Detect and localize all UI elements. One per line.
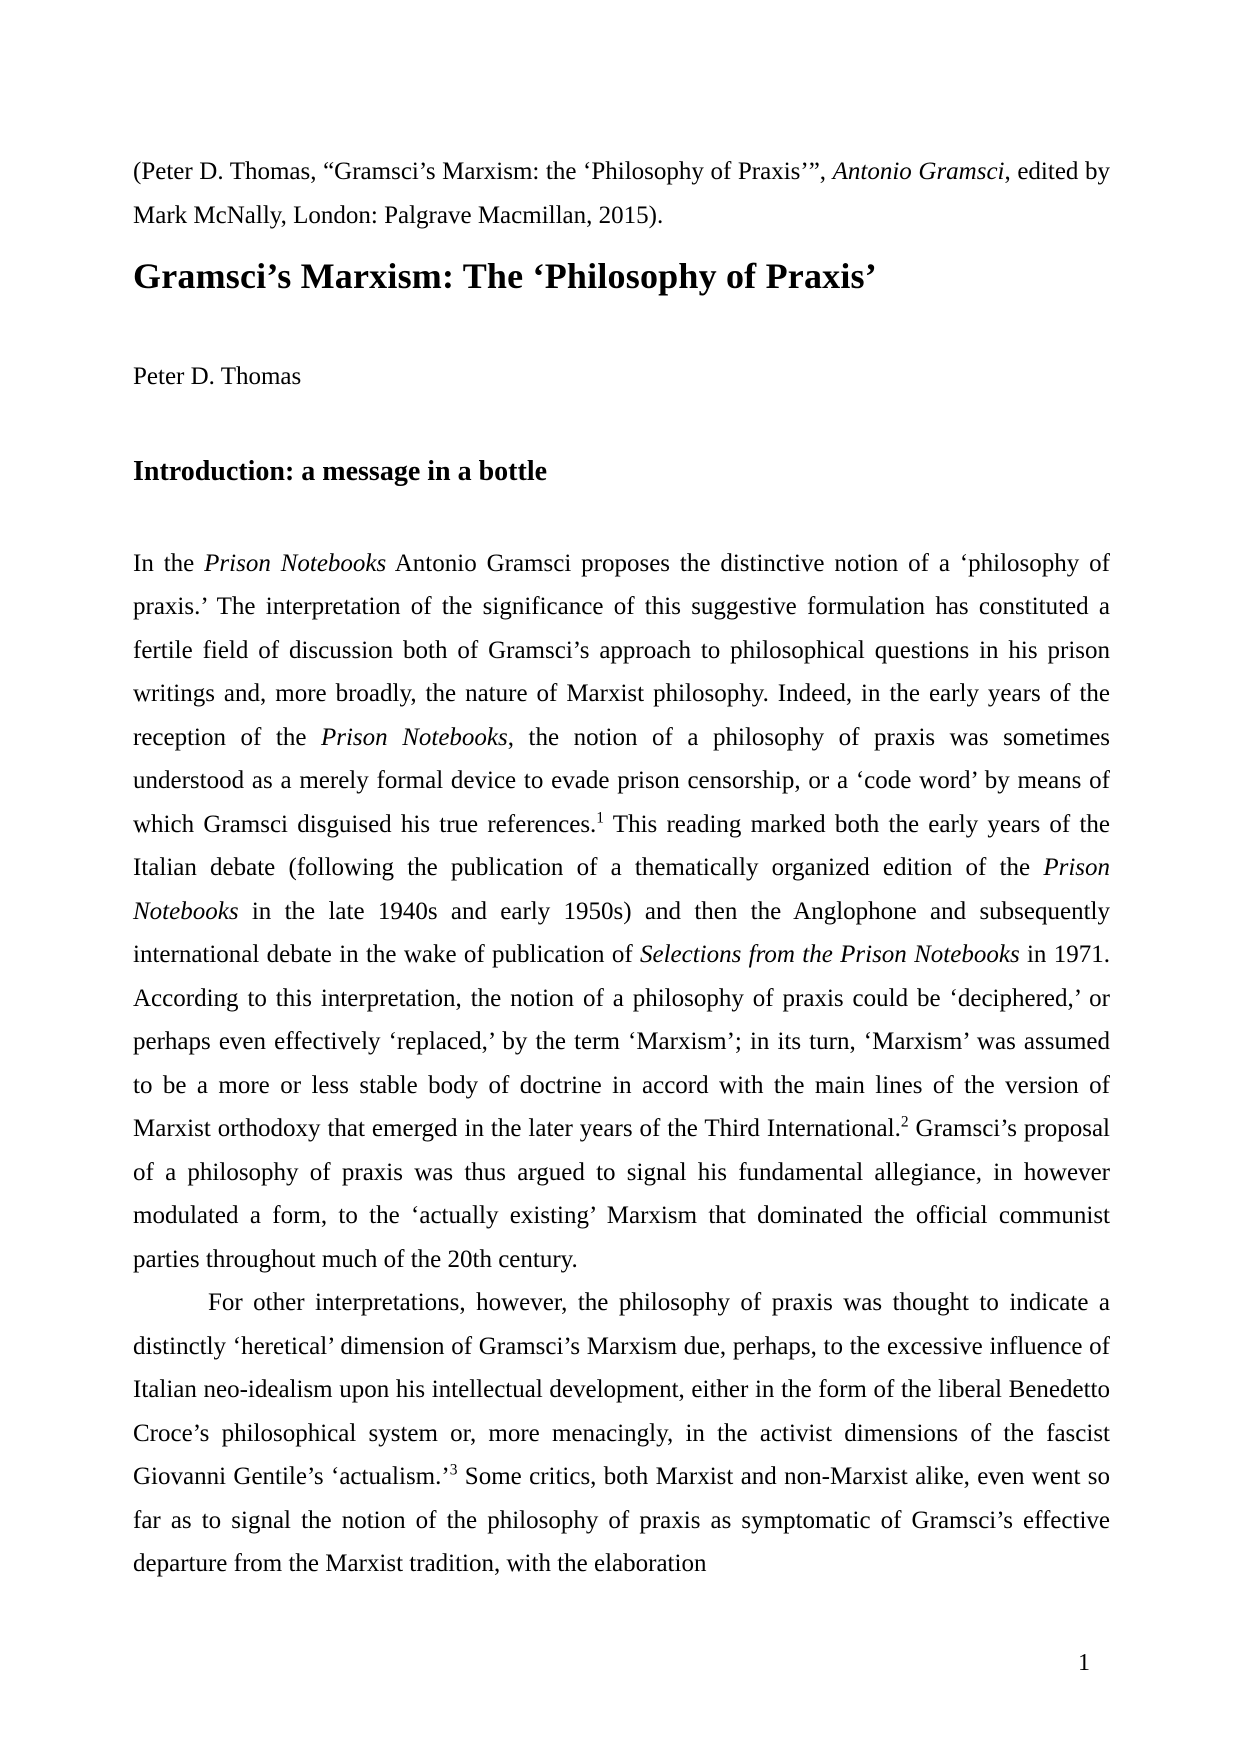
citation-line <box>133 150 1110 237</box>
footnote-ref: 2 <box>900 1113 909 1131</box>
text-segment: Antonio Gramsci <box>832 158 1005 185</box>
paragraph-1 <box>133 542 1110 1282</box>
text-segment: (Peter D. Thomas, “Gramsci’s Marxism: the ‘Philosophy of Praxis’”, <box>133 158 833 185</box>
footnote-ref: 3 <box>449 1461 458 1479</box>
page-number: 1 <box>1078 1650 1090 1676</box>
footnote-ref: 1 <box>596 809 605 827</box>
text-segment: Prison Notebooks <box>320 723 508 751</box>
paragraph-2 <box>133 1281 1110 1586</box>
text-segment: Gramsci’s proposal of a philosophy of praxis was thus argued to signal his fundamental allegiance, in however modulated a form, to the ‘actually existing’ Marxism that dominated the official communist parties throughout much of the 20th century. <box>133 1115 1110 1273</box>
text-segment: In the <box>133 549 205 577</box>
text-segment: Selections from the Prison Notebooks <box>639 941 1020 968</box>
text-segment: This reading marked both the early years of the Italian debate (following the publication of a thematically organized edition of the <box>133 810 1110 881</box>
text-segment: Prison Notebooks <box>133 854 1110 925</box>
text-segment: Prison Notebooks <box>204 549 387 577</box>
author-name: Peter D. Thomas <box>133 363 302 390</box>
text-segment: Antonio Gramsci proposes the distinctive notion of a ‘philosophy of praxis.’ The interpretation of the significance of this suggestive formulation has constituted a fertile field of discussion both of Gramsci’s approach to philosophical questions in his prison writings and, more broadly, the nature of Marxist philosophy. Indeed, in the early years of the reception of the <box>133 549 1110 751</box>
text-segment: , the notion of a philosophy of praxis was sometimes understood as a merely formal device to evade prison censorship, or a ‘code word’ by means of which Gramsci disguised his true references. <box>133 723 1111 838</box>
text-segment: For other interpretations, however, the philosophy of praxis was thought to indicate a distinctly ‘heretical’ dimension of Gramsci’s Marxism due, perhaps, to the excessive influence of Italian neo-idealism upon his intellectual development, either in the form of the liberal Benedetto Croce’s philosophical system or, more menacingly, in the activist dimensions of the fascist Giovanni Gentile’s ‘actualism.’ <box>133 1289 1110 1490</box>
chapter-title: Gramsci’s Marxism: The ‘Philosophy of Praxis’ <box>133 256 877 296</box>
text-segment: in 1971. According to this interpretation, the notion of a philosophy of praxis could be ‘deciphered,’ or perhaps even effectively ‘replaced,’ by the term ‘Marxism’; in its turn, ‘Marxism’ was assumed to be a more or less stable body of doctrine in accord with the main lines of the version of Marxist orthodoxy that emerged in the later years of the Third International. <box>133 941 1111 1142</box>
text-segment: in the late 1940s and early 1950s) and then the Anglophone and subsequently international debate in the wake of publication of <box>133 897 1110 968</box>
section-heading: Introduction: a message in a bottle <box>133 455 548 487</box>
text-segment: Some critics, both Marxist and non-Marxist alike, even went so far as to signal the notion of the philosophy of praxis as symptomatic of Gramsci’s effective departure from the Marxist tradition, with the elaboration <box>133 1463 1110 1577</box>
text-segment: , edited by Mark McNally, London: Palgrave Macmillan, 2015). <box>133 158 1110 229</box>
